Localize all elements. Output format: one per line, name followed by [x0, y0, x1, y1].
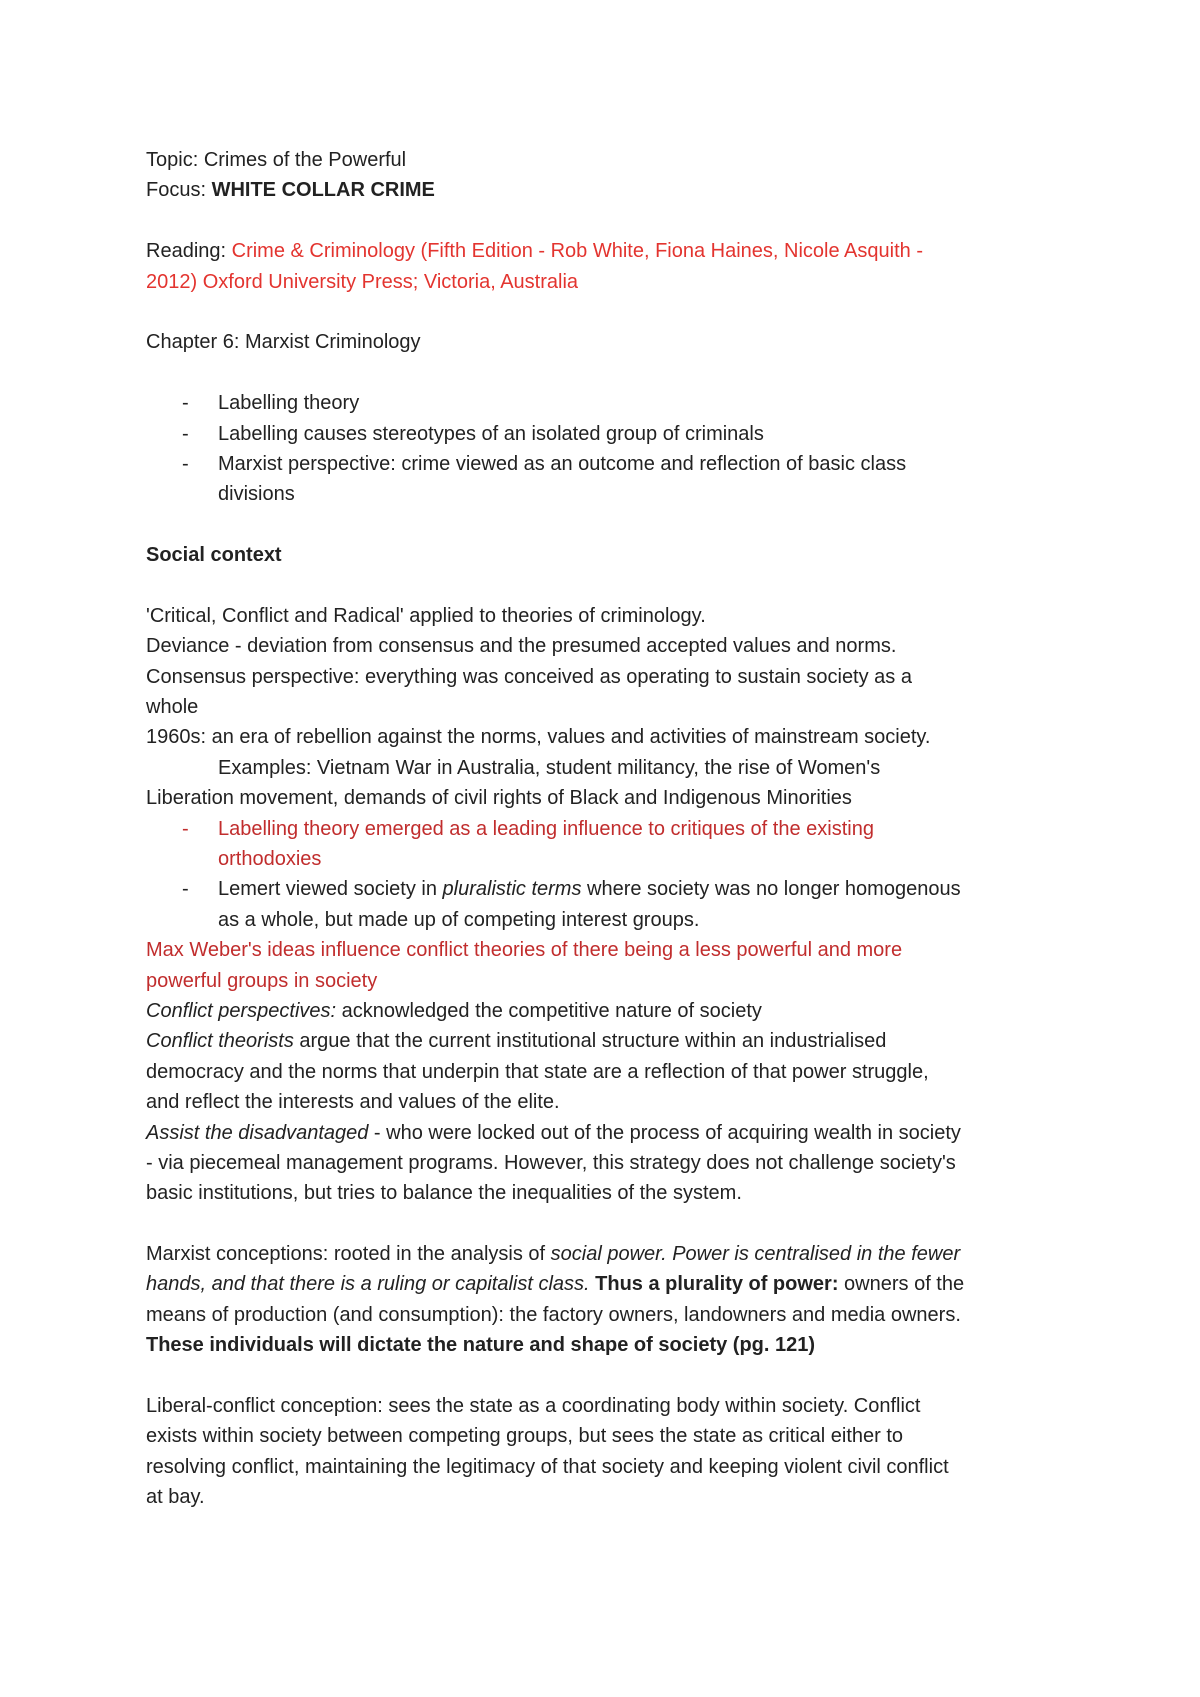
list-item-highlighted [146, 814, 1066, 875]
italic-term: Conflict theorists [146, 1030, 294, 1053]
paragraph-line: Deviance - deviation from consensus and the presumed accepted values and norms. [146, 635, 897, 658]
paragraph-line: exists within society between competing groups, but sees the state as critical either to [146, 1425, 904, 1448]
reading-reference: Crime & Criminology (Fifth Edition - Rob White, Fiona Haines, Nicole Asquith - [231, 240, 923, 263]
chapter-title: Chapter 6: Marxist Criminology [146, 331, 421, 354]
topic-value: Crimes of the Powerful [203, 149, 407, 171]
list-item-text: Labelling causes stereotypes of an isolated group of criminals [218, 422, 764, 445]
paragraph-line [146, 1239, 1066, 1269]
highlighted-line: Max Weber's ideas influence conflict theories of there being a less powerful and more [146, 939, 903, 962]
italic-term: social power. Power is centralised in the fewer [550, 1243, 961, 1266]
paragraph-line: means of production (and consumption): the factory owners, landowners and media owners. [146, 1303, 961, 1326]
list-item-text: Labelling theory [218, 392, 360, 415]
text-run: owners of the [838, 1273, 965, 1296]
reading-label: Reading: [146, 240, 232, 263]
paragraph-line: democracy and the norms that underpin that state are a reflection of that power struggle, [146, 1060, 929, 1083]
text-run: argue that the current institutional structure within an industrialised [293, 1030, 887, 1053]
list-item-text-cont: as a whole, but made up of competing interest groups. [218, 908, 700, 931]
list-item-text-cont: orthodoxies [218, 847, 322, 870]
italic-term: Assist the disadvantaged [146, 1121, 369, 1144]
paragraph-line: at bay. [146, 1486, 205, 1509]
paragraph-line: and reflect the interests and values of the elite. [146, 1091, 560, 1114]
document-content [146, 145, 1066, 1513]
paragraph-line: 'Critical, Conflict and Radical' applied to theories of criminology. [146, 604, 706, 627]
paragraph-line: Consensus perspective: everything was conceived as operating to sustain society as a [146, 665, 912, 688]
list-item-text: Marxist perspective: crime viewed as an outcome and reflection of basic class [218, 452, 907, 475]
text-run: Marxist conceptions: rooted in the analysis of [146, 1243, 551, 1266]
list-item-text [218, 874, 1066, 904]
paragraph-line: - via piecemeal management programs. However, this strategy does not challenge society's [146, 1151, 956, 1174]
italic-term: hands, and that there is a ruling or capitalist class. [146, 1273, 590, 1296]
paragraph-line: resolving conflict, maintaining the legitimacy of that society and keeping violent civil conflict [146, 1455, 949, 1478]
highlighted-line: powerful groups in society [146, 969, 378, 992]
paragraph-line: Examples: Vietnam War in Australia, student militancy, the rise of Women's [218, 756, 881, 779]
list-item [146, 419, 1066, 449]
text-run: where society was no longer homogenous [581, 878, 961, 901]
italic-term: Conflict perspectives: [146, 999, 337, 1022]
paragraph-line [146, 1118, 1066, 1148]
reading-reference-cont: 2012) Oxford University Press; Victoria, Australia [146, 270, 579, 293]
paragraph-line: whole [146, 696, 199, 719]
paragraph-line [146, 996, 1066, 1026]
bullet-dash: - [182, 452, 189, 475]
text-run: - who were locked out of the process of acquiring wealth in society [368, 1121, 961, 1144]
paragraph-line: Liberal-conflict conception: sees the state as a coordinating body within society. Conflict [146, 1395, 921, 1418]
section-heading: Social context [146, 544, 282, 567]
text-run: Lemert viewed society in [218, 878, 443, 901]
list-item-text-cont: divisions [218, 483, 295, 506]
bullet-dash: - [182, 422, 189, 445]
reading-line [146, 236, 1066, 266]
bullet-dash: - [182, 817, 189, 840]
focus-line [146, 175, 1066, 205]
list-item [146, 449, 1066, 510]
paragraph-line [146, 1269, 1066, 1299]
bullet-dash: - [182, 878, 189, 901]
topic-label: Topic: [146, 149, 204, 171]
focus-value: WHITE COLLAR CRIME [211, 179, 435, 202]
paragraph-line: 1960s: an era of rebellion against the norms, values and activities of mainstream society. [146, 726, 931, 749]
list-item [146, 388, 1066, 418]
paragraph-line [146, 1026, 1066, 1056]
focus-label: Focus: [146, 179, 212, 202]
bullet-dash: - [182, 392, 189, 415]
list-item-text: Labelling theory emerged as a leading influence to critiques of the existing [218, 817, 874, 840]
text-run: acknowledged the competitive nature of society [336, 999, 762, 1022]
topic-line [146, 145, 1066, 175]
paragraph-line: Liberation movement, demands of civil rights of Black and Indigenous Minorities [146, 787, 852, 810]
paragraph-line: basic institutions, but tries to balance the inequalities of the system. [146, 1182, 742, 1205]
bold-term: Thus a plurality of power: [589, 1273, 839, 1296]
italic-term: pluralistic terms [442, 878, 582, 901]
list-item [146, 874, 1066, 935]
paragraph-line-bold: These individuals will dictate the nature and shape of society (pg. 121) [146, 1334, 816, 1357]
